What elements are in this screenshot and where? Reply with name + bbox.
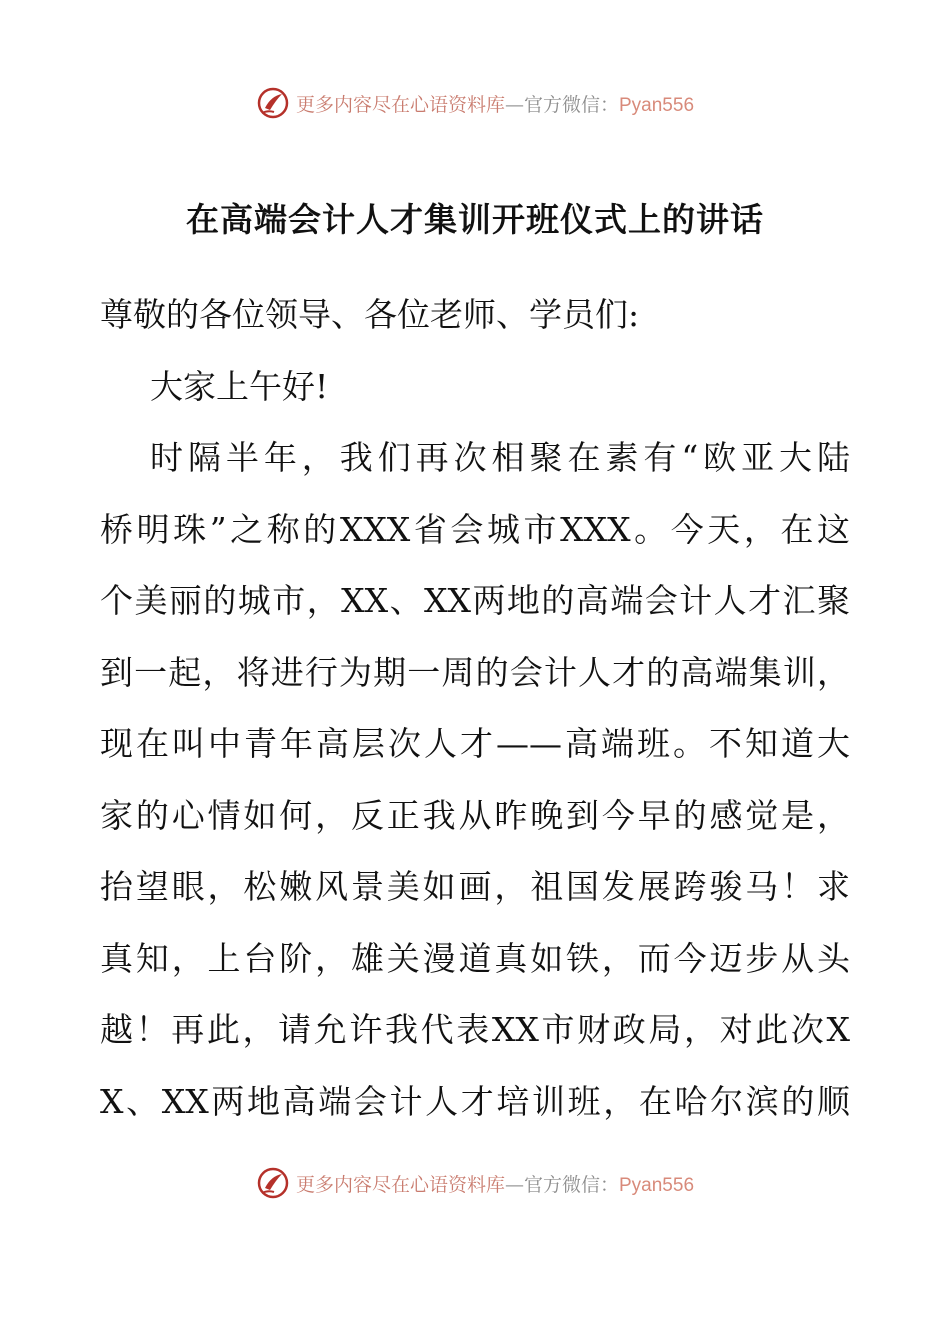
watermark-main-text: 更多内容尽在心语资料库: [295, 1173, 505, 1196]
greeting: 大家上午好!: [150, 366, 329, 406]
paragraph-line: 现在叫中青年高层次人才——高端班。不知道大: [100, 724, 850, 763]
paragraph-line: 家的心情如何，反正我从昨晚到今早的感觉是，: [100, 795, 850, 835]
salutation: 尊敬的各位领导、各位老师、学员们:: [100, 295, 640, 334]
paragraph-line: 到一起，将进行为期一周的会计人才的高端集训，: [100, 652, 850, 692]
header-watermark: [0, 83, 950, 123]
document-body: [100, 279, 850, 1137]
footer-watermark: [0, 1163, 950, 1203]
pen-logo-icon: [256, 1166, 290, 1200]
paragraph-line: 越！再此，请允许我代表XX市财政局，对此次X: [100, 1010, 850, 1049]
paragraph-line: 桥明珠”之称的XXX省会城市XXX。今天，在这: [100, 509, 850, 549]
pen-logo-icon: [256, 86, 290, 120]
paragraph-line: 时隔半年，我们再次相聚在素有“欧亚大陆: [150, 438, 850, 477]
watermark-main-text: 更多内容尽在心语资料库: [295, 93, 505, 116]
watermark-separator: —: [504, 1173, 524, 1196]
watermark-wechat-label: 官方微信：: [523, 1173, 619, 1196]
watermark-text: [296, 90, 694, 117]
paragraph-line: 个美丽的城市，XX、XX两地的高端会计人才汇聚: [100, 581, 850, 620]
watermark-wechat-id: Pyan556: [619, 1174, 695, 1196]
watermark-separator: —: [504, 93, 524, 116]
watermark-wechat-label: 官方微信：: [523, 93, 619, 116]
paragraph-line: X、XX两地高端会计人才培训班，在哈尔滨的顺: [100, 1081, 850, 1121]
document-title: 在高端会计人才集训开班仪式上的讲话: [186, 200, 764, 239]
watermark-wechat-id: Pyan556: [619, 94, 695, 116]
paragraph-line: 抬望眼，松嫩风景美如画，祖国发展跨骏马！求: [100, 867, 850, 906]
watermark-text: [296, 1170, 694, 1197]
paragraph-line: 真知，上台阶，雄关漫道真如铁，而今迈步从头: [100, 938, 850, 978]
